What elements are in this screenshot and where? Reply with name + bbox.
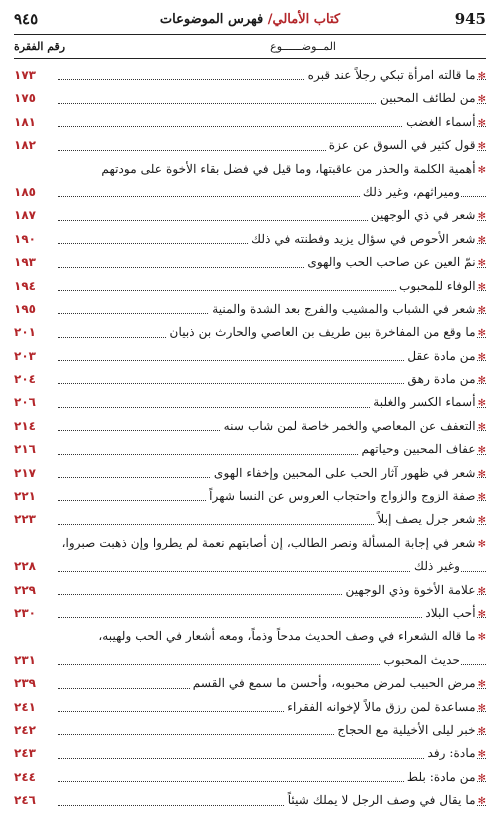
toc-entry: [14, 87, 486, 110]
toc-entry-title: ما قاله الشعراء في وصف الحديث مدحاً وذماً، ومعه أشعار في الحب ولهيبه،: [95, 629, 475, 643]
book-title: كتاب الأمالي/: [267, 12, 341, 27]
toc-entry: [14, 158, 486, 181]
toc-entry-paragraph-number: ١٩٥: [14, 301, 36, 316]
asterisk-bullet-icon: ✻: [477, 725, 486, 737]
toc-entry-paragraph-number: ١٨١: [14, 114, 36, 129]
toc-entry-paragraph-number: ٢٠١: [14, 325, 36, 340]
asterisk-bullet-icon: ✻: [477, 164, 486, 176]
toc-entry-title: وميراثهم، وغير ذلك: [360, 185, 460, 199]
toc-entry-title: وغير ذلك: [411, 559, 460, 573]
toc-entry-title: مرض الحبيب لمرض محبوبه، وأحسن ما سمع في القسم: [190, 676, 476, 690]
asterisk-bullet-icon: ✻: [477, 772, 486, 784]
asterisk-bullet-icon: ✻: [477, 281, 486, 293]
toc-entry: [14, 555, 486, 578]
asterisk-bullet-icon: ✻: [477, 538, 486, 550]
toc-entry-title: شعر في ظهور آثار الحب على المحبين وإخفاء الهوى: [211, 466, 476, 480]
asterisk-bullet-icon: ✻: [477, 585, 486, 597]
toc-entry-paragraph-number: ٢١٦: [14, 442, 36, 457]
asterisk-bullet-icon: ✻: [477, 608, 486, 620]
toc-entry: [14, 228, 486, 251]
toc-entry: [14, 742, 486, 765]
toc-entry: [14, 696, 486, 719]
toc-entry-paragraph-number: ٢٠٣: [14, 348, 36, 363]
toc-entry-paragraph-number: ٢٤٤: [14, 769, 36, 784]
paragraph-number-column-header: رقم الفقرة: [14, 40, 66, 53]
toc-entry-paragraph-number: ١٩٤: [14, 278, 36, 293]
asterisk-bullet-icon: ✻: [477, 211, 486, 223]
toc-entry: [14, 532, 486, 555]
asterisk-bullet-icon: ✻: [477, 445, 486, 457]
toc-entry-title: نمّ العين عن صاحب الحب والهوى: [304, 255, 475, 269]
asterisk-bullet-icon: ✻: [477, 398, 486, 410]
asterisk-bullet-icon: ✻: [477, 141, 486, 153]
asterisk-bullet-icon: ✻: [477, 468, 486, 480]
asterisk-bullet-icon: ✻: [477, 71, 486, 82]
header-rule: [14, 58, 486, 59]
asterisk-bullet-icon: ✻: [477, 421, 486, 433]
toc-entry-paragraph-number: ٢٢٩: [14, 582, 36, 597]
asterisk-bullet-icon: ✻: [477, 258, 486, 270]
toc-entry-title: أحب البلاد: [422, 606, 475, 620]
toc-entry-title: شعر جرل يصف إبلاً: [374, 512, 475, 526]
toc-entry-title: من لطائف المحبين: [377, 91, 476, 105]
toc-entry-paragraph-number: ٢٢١: [14, 489, 36, 504]
toc-entry: [14, 672, 486, 695]
toc-entry: [14, 438, 486, 461]
toc-entry-paragraph-number: ٢٠٦: [14, 395, 36, 410]
toc-entry-title: حديث المحبوب: [380, 653, 460, 667]
toc-entry-paragraph-number: ١٧٥: [14, 91, 36, 106]
toc-entry: [14, 251, 486, 274]
toc-entry: [14, 391, 486, 414]
toc-entry: [14, 625, 486, 648]
toc-entry: [14, 508, 486, 531]
asterisk-bullet-icon: ✻: [477, 702, 486, 714]
toc-entry: [14, 485, 486, 508]
toc-entry-paragraph-number: ٢٣٩: [14, 676, 36, 691]
toc-entry-title: الوفاء للمحبوب: [396, 279, 476, 293]
page-number-latin: 945: [454, 10, 486, 28]
toc-entry-title: شعر الأحوص في سؤال يزيد وفطنته في ذلك: [248, 232, 475, 246]
toc-entry-paragraph-number: ١٨٥: [14, 184, 36, 199]
asterisk-bullet-icon: ✻: [477, 234, 486, 246]
asterisk-bullet-icon: ✻: [477, 749, 486, 761]
toc-entry-paragraph-number: ٢٤١: [14, 699, 36, 714]
toc-entry-title: مادة: رفد: [424, 746, 475, 760]
toc-entry: [14, 181, 486, 204]
running-title: [14, 12, 486, 27]
toc-entry-title: شعر في ذي الوجهين: [368, 208, 476, 222]
toc-entry-paragraph-number: ١٧٣: [14, 68, 36, 82]
toc-entry: [14, 204, 486, 227]
toc-entry-paragraph-number: ٢١٧: [14, 465, 36, 480]
toc-entry-paragraph-number: ٢٤٣: [14, 746, 36, 761]
toc-entry: [14, 64, 486, 87]
toc-entry-title: أسماء الغضب: [403, 115, 475, 129]
toc-entry-title: مساعدة لمن رزق مالاً لإخوانه الفقراء: [284, 700, 475, 714]
toc-entry-title: ما يقال في وصف الرجل لا يملك شيئاً: [285, 793, 476, 807]
toc-entry-paragraph-number: ٢٣١: [14, 652, 36, 667]
toc-entry: [14, 298, 486, 321]
toc-entry-paragraph-number: ٢٣٠: [14, 605, 36, 620]
toc-entry: [14, 602, 486, 625]
toc-entry: [14, 789, 486, 812]
toc-entry-title: من مادة رهق: [405, 372, 476, 386]
toc-entry: [14, 111, 486, 134]
toc-entry-title: خبر ليلى الأخيلية مع الحجاج: [334, 723, 475, 737]
asterisk-bullet-icon: ✻: [477, 117, 486, 129]
toc-entry-title: من مادة: بلط: [404, 770, 476, 784]
page-header: [14, 8, 486, 35]
toc-entry-title: علامة الأخوة وذي الوجهين: [342, 583, 475, 597]
page-number-arabic: ٩٤٥: [14, 10, 39, 28]
asterisk-bullet-icon: ✻: [477, 304, 486, 316]
toc-entry: [14, 368, 486, 391]
asterisk-bullet-icon: ✻: [477, 328, 486, 340]
toc-entry: [14, 415, 486, 438]
toc-entry-paragraph-number: ١٩٣: [14, 255, 36, 270]
toc-entry-paragraph-number: ٢٤٢: [14, 722, 36, 737]
asterisk-bullet-icon: ✻: [477, 679, 486, 691]
toc-entry-title: شعر في الشباب والمشيب والفرج بعد الشدة والمنية: [209, 302, 475, 316]
section-title: فهرس الموضوعات: [159, 12, 268, 27]
toc-entry-paragraph-number: ٢٢٨: [14, 559, 36, 574]
toc-entry-title: ما قالته امرأة تبكي رجلاً عند قبره: [305, 68, 476, 82]
asterisk-bullet-icon: ✻: [477, 796, 486, 808]
toc-entry-paragraph-number: ٢٢٣: [14, 512, 36, 527]
toc-entry-title: صفة الزوج والزواج واحتجاب العروس عن النسا شهراً: [206, 489, 475, 503]
toc-entry-paragraph-number: ٢١٤: [14, 418, 36, 433]
toc-entry-paragraph-number: ١٩٠: [14, 231, 36, 246]
asterisk-bullet-icon: ✻: [477, 375, 486, 387]
asterisk-bullet-icon: ✻: [477, 351, 486, 363]
toc-entry: [14, 719, 486, 742]
toc-entry-title: شعر في إجابة المسألة ونصر الطالب، إن أصابتهم نعمة لم يطروا وإن ذهبت صبروا،: [59, 536, 476, 550]
toc-entry: [14, 134, 486, 157]
subject-column-header: المــوضــــــوع: [270, 40, 336, 53]
asterisk-bullet-icon: ✻: [477, 515, 486, 527]
toc-entry-title: التعفف عن المعاصي والخمر خاصة لمن شاب سنه: [221, 419, 476, 433]
toc-entry-title: أسماء الكسر والغلبة: [370, 395, 475, 409]
asterisk-bullet-icon: ✻: [477, 492, 486, 504]
toc-entry-title: من مادة عقل: [404, 349, 475, 363]
asterisk-bullet-icon: ✻: [477, 632, 486, 644]
toc-entry-title: قول كثير في السوق عن عزة: [326, 138, 476, 152]
toc-entry-paragraph-number: ١٨٧: [14, 208, 36, 223]
toc-entry-title: عفاف المحبين وحياتهم: [359, 442, 476, 456]
toc-entry: [14, 345, 486, 368]
column-headers: [14, 40, 486, 58]
toc-entry: [14, 275, 486, 298]
toc-entry-paragraph-number: ٢٤٦: [14, 793, 36, 808]
toc-entry-paragraph-number: ٢٠٤: [14, 372, 36, 387]
toc-entry: [14, 462, 486, 485]
toc-entry: [14, 579, 486, 602]
toc-entry: [14, 766, 486, 789]
toc-entry: [14, 649, 486, 672]
toc-entry-paragraph-number: ١٨٢: [14, 138, 36, 153]
dot-leader: [58, 758, 486, 759]
asterisk-bullet-icon: ✻: [477, 94, 486, 106]
toc-entry-title: أهمية الكلمة والحذر من عاقبتها، وما قيل في فضل بقاء الأخوة على مودتهم: [98, 162, 475, 176]
toc-list: [14, 64, 486, 813]
toc-entry: [14, 321, 486, 344]
toc-entry-title: ما وقع من المفاخرة بين طريف بن العاصي والحارث بن ذبيان: [167, 325, 476, 339]
